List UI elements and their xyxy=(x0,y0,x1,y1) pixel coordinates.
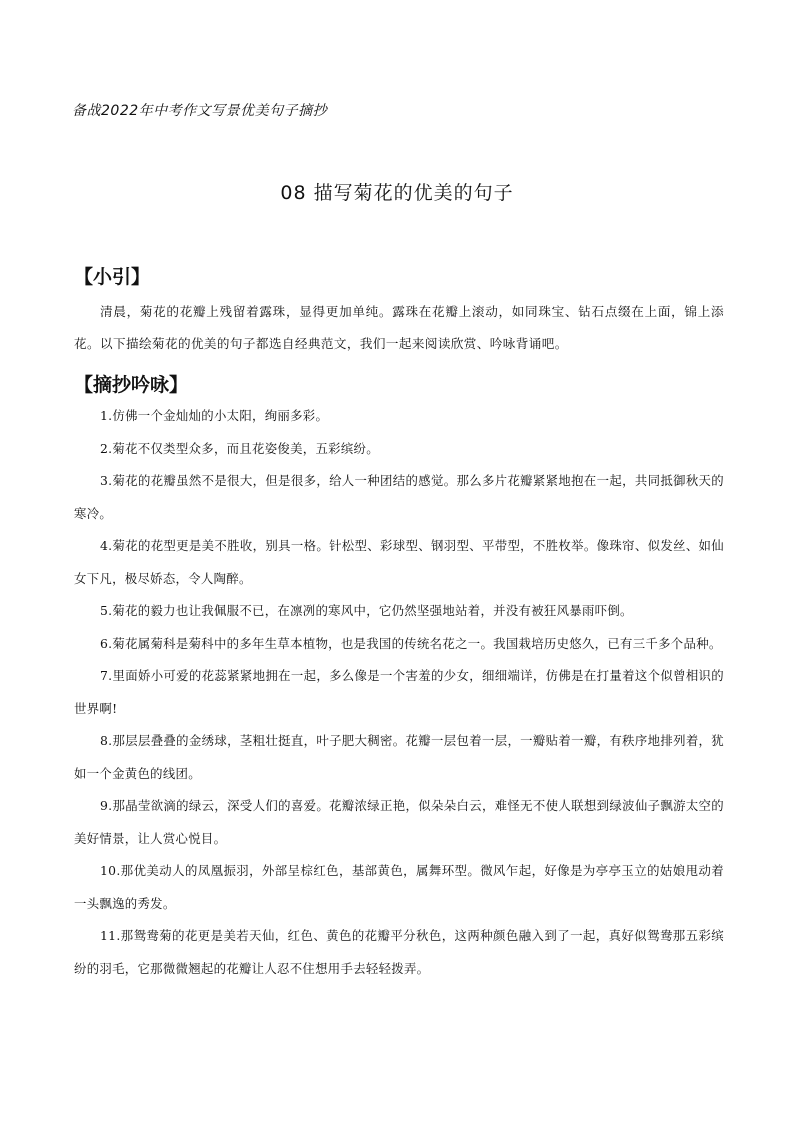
list-item: 9.那晶莹欲滴的绿云，深受人们的喜爱。花瓣浓绿正艳，似朵朵白云，难怪无不使人联想到绿波仙子飘游太空的美好情景，让人赏心悦目。 xyxy=(74,798,724,846)
header-title: 备战2022年中考作文写景优美句子摘抄 xyxy=(72,103,328,119)
list-item: 11.那鸳鸯菊的花更是美若天仙，红色、黄色的花瓣平分秋色，这两种颜色融入到了一起，真好似鸳鸯那五彩缤纷的羽毛，它那微微翘起的花瓣让人忍不住想用手去轻轻拨弄。 xyxy=(74,928,724,976)
list-item: 10.那优美动人的凤凰振羽，外部呈棕红色，基部黄色，属舞环型。微风乍起，好像是为亭亭玉立的姑娘甩动着一头飘逸的秀发。 xyxy=(74,863,724,911)
list-item: 4.菊花的花型更是美不胜收，别具一格。针松型、彩球型、钢羽型、平带型，不胜枚举。像珠帘、似发丝、如仙女下凡，极尽娇态，令人陶醉。 xyxy=(74,538,724,586)
list-item: 6.菊花属菊科是菊科中的多年生草本植物，也是我国的传统名花之一。我国栽培历史悠久，已有三千多个品种。 xyxy=(100,635,722,651)
list-item: 2.菊花不仅类型众多，而且花姿俊美，五彩缤纷。 xyxy=(100,440,379,456)
list-item: 8.那层层叠叠的金绣球，茎粗壮挺直，叶子肥大稠密。花瓣一层包着一层，一瓣贴着一瓣，有秩序地排列着，犹如一个金黄色的线团。 xyxy=(74,733,724,781)
excerpt-list xyxy=(74,400,724,985)
list-item: 1.仿佛一个金灿灿的小太阳，绚丽多彩。 xyxy=(100,408,329,423)
excerpts-heading: 【摘抄吟咏】 xyxy=(74,374,189,396)
intro-paragraph: 清晨，菊花的花瓣上残留着露珠，显得更加单纯。露珠在花瓣上滚动，如同珠宝、钻石点缀在上面，锦上添花。以下描绘菊花的优美的句子都选自经典范文，我们一起来阅读欣赏、吟咏背诵吧。 xyxy=(74,304,724,351)
list-item: 7.里面娇小可爱的花蕊紧紧地拥在一起，多么像是一个害羞的少女，细细端详，仿佛是在打量着这个似曾相识的世界啊! xyxy=(74,668,724,716)
list-item: 3.菊花的花瓣虽然不是很大，但是很多，给人一种团结的感觉。那么多片花瓣紧紧地抱在一起，共同抵御秋天的寒冷。 xyxy=(74,473,724,521)
intro-heading: 【小引】 xyxy=(74,266,151,288)
list-item: 5.菊花的毅力也让我佩服不已，在凛冽的寒风中，它仍然坚强地站着，并没有被狂风暴雨吓倒。 xyxy=(100,603,633,618)
document-title: 08 描写菊花的优美的句子 xyxy=(280,182,514,204)
